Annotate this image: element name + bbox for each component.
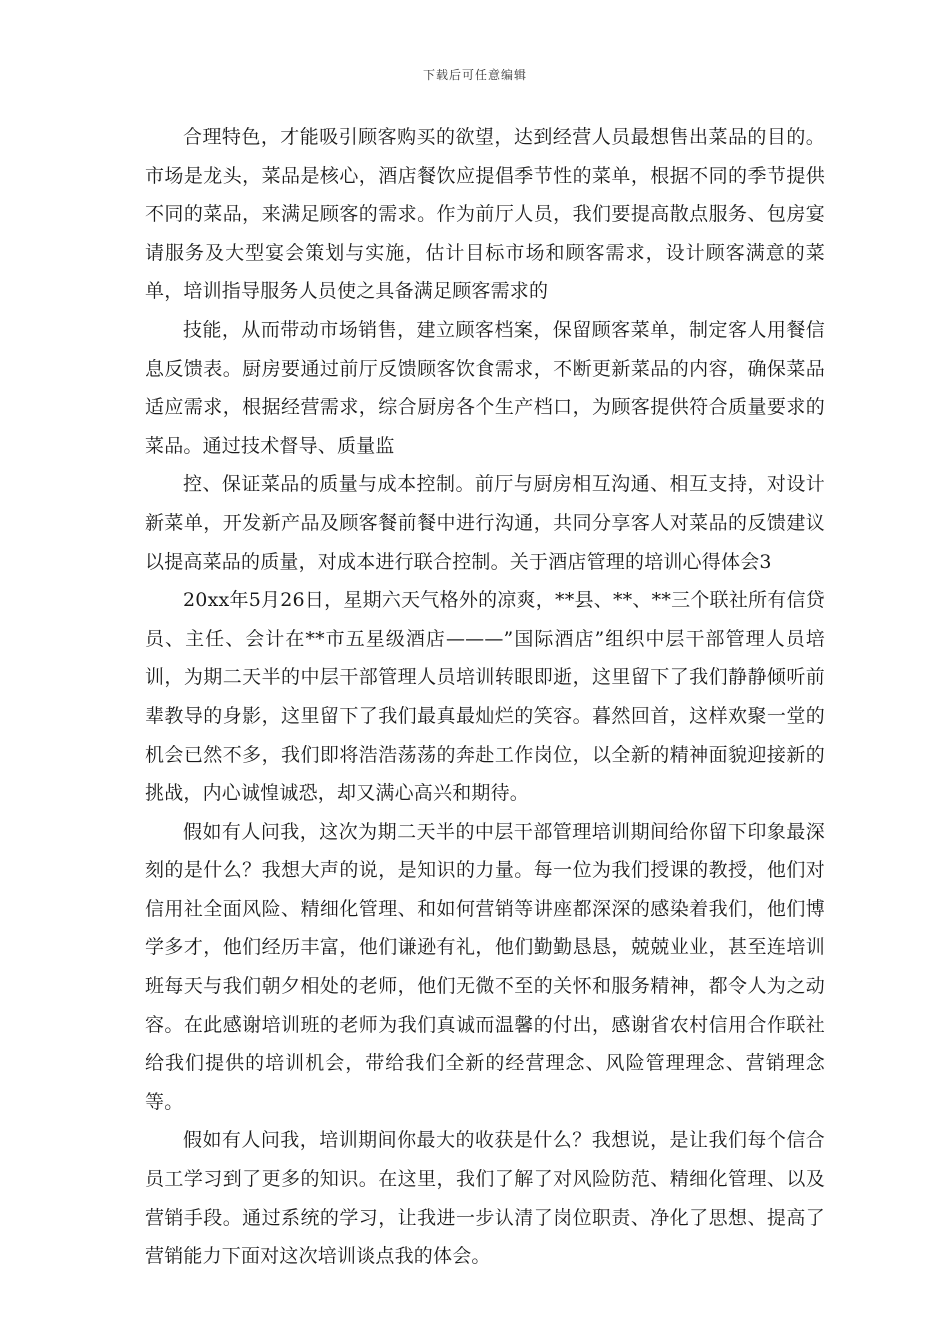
document-body — [145, 118, 825, 1276]
paragraph-2: 技能，从而带动市场销售，建立顾客档案，保留顾客菜单，制定客人用餐信息反馈表。厨房要通过前厅反馈顾客饮食需求，不断更新菜品的内容，确保菜品适应需求，根据经营需求，综合厨房各个生产档口，为顾客提供符合质量要求的菜品。通过技术督导、质量监 — [145, 318, 825, 457]
paragraph-4: 20xx年5月26日，星期六天气格外的凉爽，**县、**、**三个联社所有信贷员、主任、会计在**市五星级酒店———”国际酒店”组织中层干部管理人员培训，为期二天半的中层干部管理人员培训转眼即逝，这里留下了我们静静倾听前辈教导的身影，这里留下了我们最真最灿烂的笑容。暮然回首，这样欢聚一堂的机会已然不多，我们即将浩浩荡荡的奔赴工作岗位，以全新的精神面貌迎接新的挑战，内心诚惶诚恐，却又满心高兴和期待。 — [145, 589, 825, 805]
paragraph-1: 合理特色，才能吸引顾客购买的欲望，达到经营人员最想售出菜品的目的。市场是龙头，菜品是核心，酒店餐饮应提倡季节性的菜单，根据不同的季节提供不同的菜品，来满足顾客的需求。作为前厅人员，我们要提高散点服务、包房宴请服务及大型宴会策划与实施，估计目标市场和顾客需求，设计顾客满意的菜单，培训指导服务人员使之具备满足顾客需求的 — [145, 126, 825, 303]
paragraph-5: 假如有人问我，这次为期二天半的中层干部管理培训期间给你留下印象最深刻的是什么？我想大声的说，是知识的力量。每一位为我们授课的教授，他们对信用社全面风险、精细化管理、和如何营销等讲座都深深的感染着我们，他们博学多才，他们经历丰富，他们谦逊有礼，他们勤勤恳恳，兢兢业业，甚至连培训班每天与我们朝夕相处的老师，他们无微不至的关怀和服务精神，都令人为之动容。在此感谢培训班的老师为我们真诚而温馨的付出，感谢省农村信用合作联社给我们提供的培训机会，带给我们全新的经营理念、风险管理理念、营销理念等。 — [145, 820, 825, 1113]
paragraph-3: 控、保证菜品的质量与成本控制。前厅与厨房相互沟通、相互支持，对设计新菜单，开发新产品及顾客餐前餐中进行沟通，共同分享客人对菜品的反馈建议以提高菜品的质量，对成本进行联合控制。关于酒店管理的培训心得体会3 — [145, 473, 825, 573]
header-note: 下载后可任意编辑 — [422, 68, 527, 82]
paragraph-6: 假如有人问我，培训期间你最大的收获是什么？我想说，是让我们每个信合员工学习到了更多的知识。在这里，我们了解了对风险防范、精细化管理、以及营销手段。通过系统的学习，让我进一步认清了岗位职责、净化了思想、提高了营销能力下面对这次培训谈点我的体会。 — [145, 1129, 825, 1268]
